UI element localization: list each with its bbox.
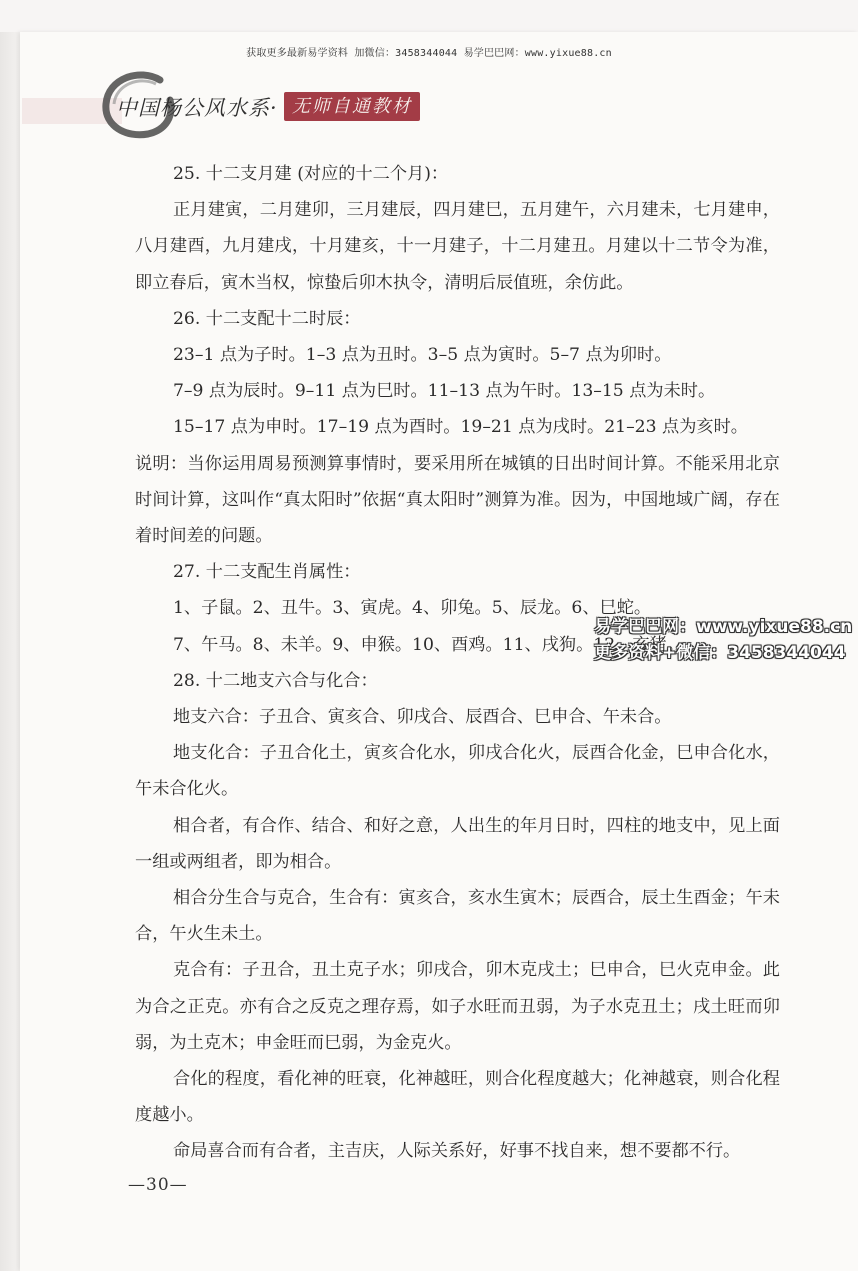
paragraph: 合化的程度，看化神的旺衰，化神越旺，则合化程度越大；化神越衰，则合化程度越小。	[135, 1069, 780, 1126]
paragraph: 26. 十二支配十二时辰：	[173, 308, 361, 329]
paragraph: 命局喜合而有合者，主吉庆，人际关系好，好事不找自来，想不要都不行。	[173, 1141, 741, 1162]
paragraph: 7、午马。8、未羊。9、申猴。10、酉鸡。11、戌狗。12、亥猪。	[173, 634, 684, 655]
paragraph: 相合分生合与克合，生合有：寅亥合，亥水生寅木；辰酉合，辰土生酉金；午未合，午火生未土。	[135, 888, 780, 945]
paragraph: 28. 十二地支六合与化合：	[173, 670, 378, 691]
paragraph: 27. 十二支配生肖属性：	[173, 562, 361, 583]
series-tag: 无师自通教材	[284, 92, 420, 121]
page-number: —30—	[128, 1175, 188, 1195]
paragraph: 1、子鼠。2、丑牛。3、寅虎。4、卯兔。5、辰龙。6、巳蛇。	[173, 598, 652, 619]
page-gutter	[0, 32, 20, 1271]
series-header	[100, 70, 430, 140]
paragraph: 23–1 点为子时。1–3 点为丑时。3–5 点为寅时。5–7 点为卯时。	[173, 345, 672, 366]
paragraph: 克合有：子丑合，丑土克子水；卯戌合，卯木克戌土；巳申合，巳火克申金。此为合之正克。亦有合之反克之理存焉，如子水旺而丑弱，为子水克丑土；戌土旺而卯弱，为土克木；申金旺而巳弱，为金克火。	[135, 960, 780, 1053]
paragraph: 地支化合：子丑合化土，寅亥合化水，卯戌合化火，辰酉合化金，巳申合化水，午未合化火。	[135, 743, 780, 800]
watermark-site: 易学巴巴网：www.yixue88.cn	[594, 617, 853, 637]
paragraph: 说明：当你运用周易预测算事情时，要采用所在城镇的日出时间计算。不能采用北京时间计算，这叫作“真太阳时”依据“真太阳时”测算为准。因为，中国地域广阔，存在着时间差的问题。	[135, 453, 780, 547]
series-title: 中国杨公风水系·	[116, 96, 278, 120]
top-notice: 获取更多最新易学资料 加微信：3458344044 易学巴巴网：www.yixue88.cn	[246, 48, 612, 59]
paragraph: 正月建寅，二月建卯，三月建辰，四月建巳，五月建午，六月建未，七月建申，八月建酉，九月建戌，十月建亥，十一月建子，十二月建丑。月建以十二节令为准，即立春后，寅木当权，惊蛰后卯木执令，清明后辰值班，余仿此。	[135, 200, 780, 293]
paragraph: 相合者，有合作、结合、和好之意，人出生的年月日时，四柱的地支中，见上面一组或两组者，即为相合。	[135, 815, 780, 872]
watermark-contact: 更多资料+微信：3458344044	[594, 643, 846, 663]
paragraph: 7–9 点为辰时。9–11 点为巳时。11–13 点为午时。13–15 点为未时。	[173, 381, 716, 402]
paragraph: 15–17 点为申时。17–19 点为酉时。19–21 点为戌时。21–23 点为亥时。	[173, 417, 748, 438]
paragraph: 地支六合：子丑合、寅亥合、卯戌合、辰酉合、巳申合、午未合。	[173, 707, 672, 728]
paragraph: 25. 十二支月建 (对应的十二个月)：	[173, 164, 449, 184]
